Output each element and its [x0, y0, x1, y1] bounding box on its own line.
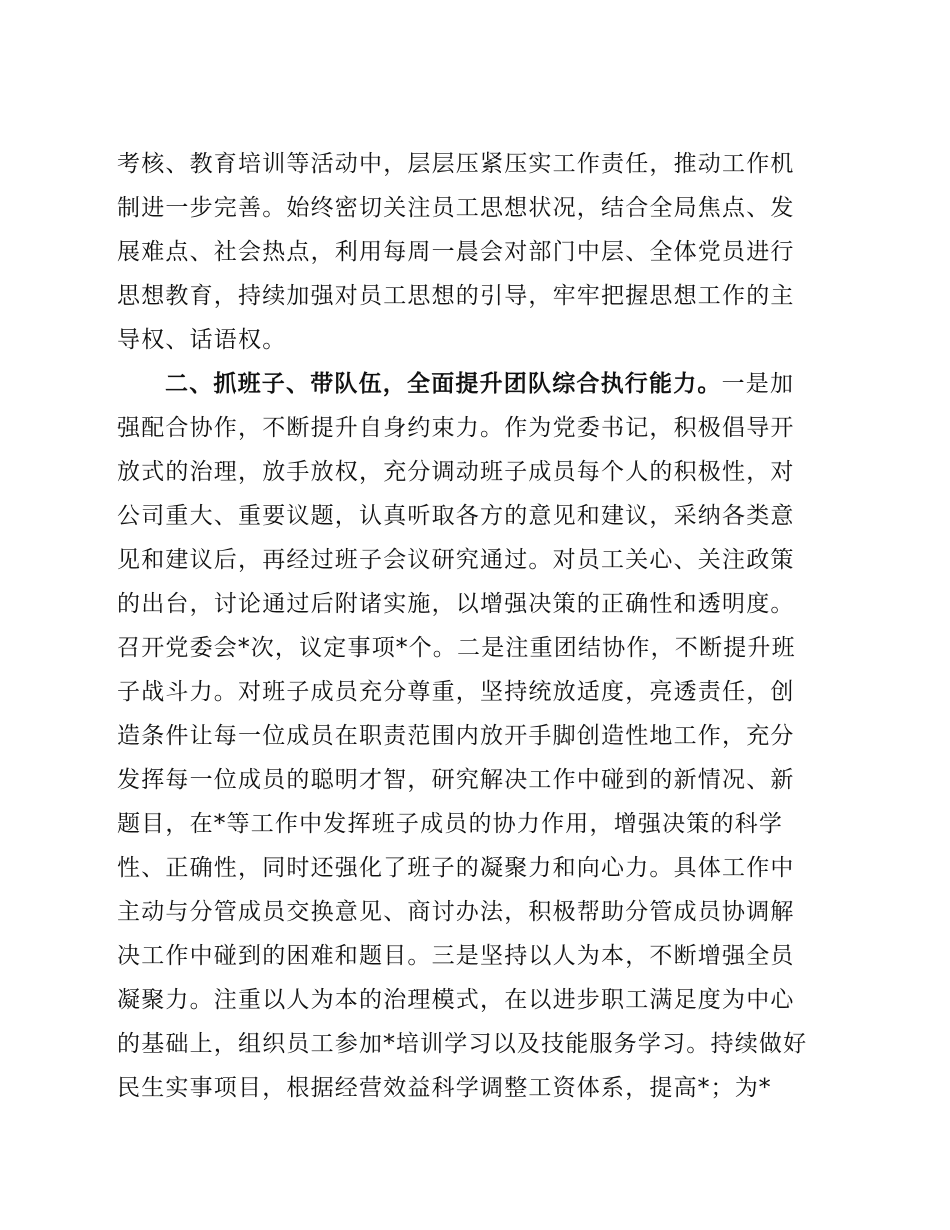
paragraph-line: 见和建议后，再经过班子会议研究通过。对员工关心、关注政策 — [117, 547, 795, 573]
document-body — [117, 142, 837, 1110]
paragraph-line: 子战斗力。对班子成员充分尊重，坚持统放适度，亮透责任，创 — [117, 679, 795, 705]
paragraph-line: 展难点、社会热点，利用每周一晨会对部门中层、全体党员进行 — [117, 239, 795, 265]
paragraph-2 — [117, 362, 837, 1110]
paragraph-line: 发挥每一位成员的聪明才智，研究解决工作中碰到的新情况、新 — [117, 767, 795, 793]
paragraph-line: 题目，在*等工作中发挥班子成员的协力作用，增强决策的科学 — [117, 811, 784, 837]
paragraph-line: 导权、话语权。 — [117, 327, 287, 353]
paragraph-line: 的基础上，组织员工参加*培训学习以及技能服务学习。持续做好 — [117, 1031, 808, 1057]
paragraph-line: 的出台，讨论通过后附诸实施，以增强决策的正确性和透明度。 — [117, 591, 795, 617]
paragraph-line: 召开党委会*次，议定事项*个。二是注重团结协作，不断提升班 — [117, 635, 796, 661]
paragraph-line: 思想教育，持续加强对员工思想的引导，牢牢把握思想工作的主 — [117, 283, 795, 309]
heading-continuation: 一是加 — [721, 371, 795, 397]
paragraph-line: 造条件让每一位成员在职责范围内放开手脚创造性地工作，充分 — [117, 723, 795, 749]
paragraph-first-line — [117, 362, 837, 406]
section-heading: 二、抓班子、带队伍，全面提升团队综合执行能力。 — [165, 370, 722, 397]
paragraph-line: 主动与分管成员交换意见、商讨办法，积极帮助分管成员协调解 — [117, 899, 795, 925]
paragraph-line: 制进一步完善。始终密切关注员工思想状况，结合全局焦点、发 — [117, 195, 795, 221]
paragraph-line: 凝聚力。注重以人为本的治理模式，在以进步职工满足度为中心 — [117, 987, 795, 1013]
paragraph-1 — [117, 142, 837, 362]
paragraph-line: 放式的治理，放手放权，充分调动班子成员每个人的积极性，对 — [117, 459, 795, 485]
paragraph-line: 公司重大、重要议题，认真听取各方的意见和建议，采纳各类意 — [117, 503, 795, 529]
paragraph-line: 性、正确性，同时还强化了班子的凝聚力和向心力。具体工作中 — [117, 855, 795, 881]
paragraph-line: 考核、教育培训等活动中，层层压紧压实工作责任，推动工作机 — [117, 151, 795, 177]
paragraph-line: 民生实事项目，根据经营效益科学调整工资体系，提高*；为* — [117, 1075, 772, 1101]
paragraph-line: 强配合协作，不断提升自身约束力。作为党委书记，积极倡导开 — [117, 415, 795, 441]
paragraph-line: 决工作中碰到的困难和题目。三是坚持以人为本，不断增强全员 — [117, 943, 795, 969]
